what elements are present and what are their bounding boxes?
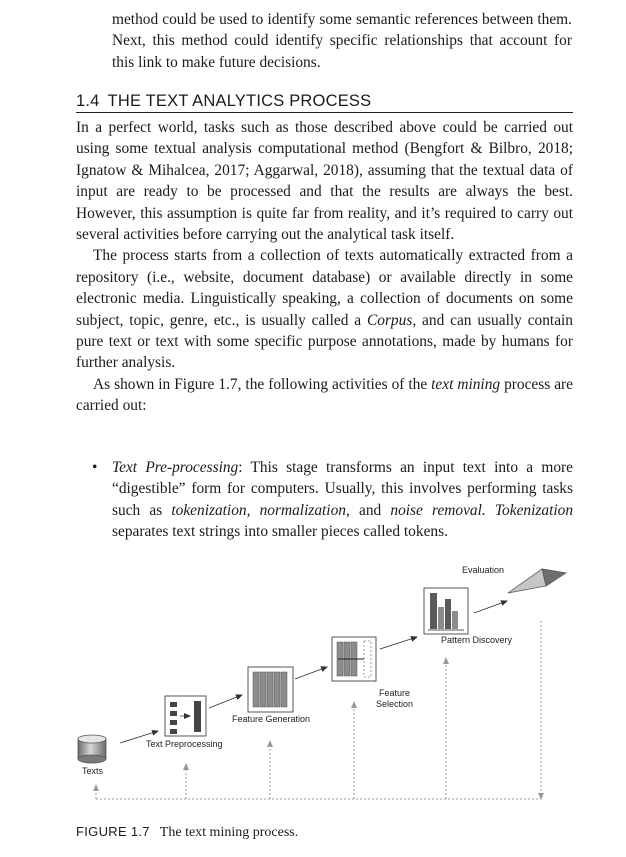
evaluation-prism-icon [508, 569, 566, 593]
continuation-paragraph: method could be used to identify some semantic references between them. Next, this method could identify specific relationships that account for this link to make future decisions. [112, 11, 572, 71]
bullet-italic-a: tokenization, normalization, [171, 501, 350, 519]
arrow-preprocessing-to-generation [209, 695, 242, 708]
preprocessing-icon [165, 696, 206, 736]
section-body [76, 117, 573, 417]
figure-caption-text: The text mining process. [159, 825, 299, 840]
bullet-term: Text Pre-processing [112, 459, 239, 476]
section-number: 1.4 [76, 92, 100, 110]
figure-caption [76, 824, 298, 841]
label-evaluation: Evaluation [462, 565, 505, 575]
texts-database-icon [78, 735, 106, 763]
bullet-text-a: : This stage transforms an input text into a more “digestible” form for computers. Usually, this involves performing tasks such as [112, 459, 573, 519]
text-mining-figure [76, 555, 573, 810]
label-feature-generation: Feature Generation [232, 714, 311, 724]
label-text-preprocessing: Text Preprocessing [146, 739, 223, 749]
bullet-italic-b: noise removal. [390, 501, 486, 519]
label-feature-selection [376, 688, 413, 710]
bullet-text-b: and [349, 501, 391, 519]
arrow-selection-to-discovery [380, 637, 417, 649]
process-diagram [76, 555, 573, 810]
figure-number: FIGURE 1.7 [76, 824, 150, 839]
section-heading [76, 90, 573, 113]
bullet-text [112, 457, 573, 543]
paragraph-2-text-b: , and can usually contain pure text or text with some specific purpose annotations, made by humans for further analysis. [76, 311, 573, 372]
pattern-discovery-icon [424, 588, 468, 634]
label-texts: Texts [82, 766, 104, 776]
bullet-marker: • [92, 459, 98, 476]
paragraph-2-text-a: The process starts from a collection of texts automatically extracted from a repository (i.e., website, document database) or available directly in some electronic media. Linguistically speaking, a collection of documents on some subject, topic, genre, etc., is usually called a [76, 247, 573, 329]
label-feature-selection-line1: Feature [379, 688, 411, 698]
bullet-text-c [486, 502, 495, 519]
section-title: THE TEXT ANALYTICS PROCESS [107, 92, 372, 110]
feature-generation-icon [248, 667, 293, 712]
bullet-italic-c: Tokenization [494, 501, 574, 519]
bullet-text-d: separates text strings into smaller pieces called tokens. [112, 523, 448, 541]
feedback-loop [96, 621, 541, 799]
paragraph-2-term: Corpus [366, 311, 413, 329]
paragraph-3-term: text mining [431, 375, 501, 393]
label-feature-selection-line2: Selection [376, 699, 414, 709]
arrow-discovery-to-evaluation [474, 601, 507, 613]
label-pattern-discovery: Pattern Discovery [441, 635, 513, 645]
paragraph-2 [76, 245, 573, 373]
paragraph-3-text-b: process are carried out: [76, 375, 574, 415]
arrow-generation-to-selection [295, 667, 327, 679]
paragraph-3-text-a: As shown in Figure 1.7, the following activities of the [93, 375, 432, 393]
paragraph-1: In a perfect world, tasks such as those described above could be carried out using some textual analysis computational method (Bengfort & Bilbro, 2018; Ignatow & Mihalcea, 2017; Aggarwal, 2018), assuming that the textual data of input are ready to be processed and that the results are always the best. However, this assumption is quite far from reality, and it’s required to carry out several activities before carrying out the analytical task itself. [76, 119, 573, 244]
bullet-item [92, 457, 573, 543]
feature-selection-icon [332, 637, 376, 681]
paragraph-3 [76, 374, 573, 417]
